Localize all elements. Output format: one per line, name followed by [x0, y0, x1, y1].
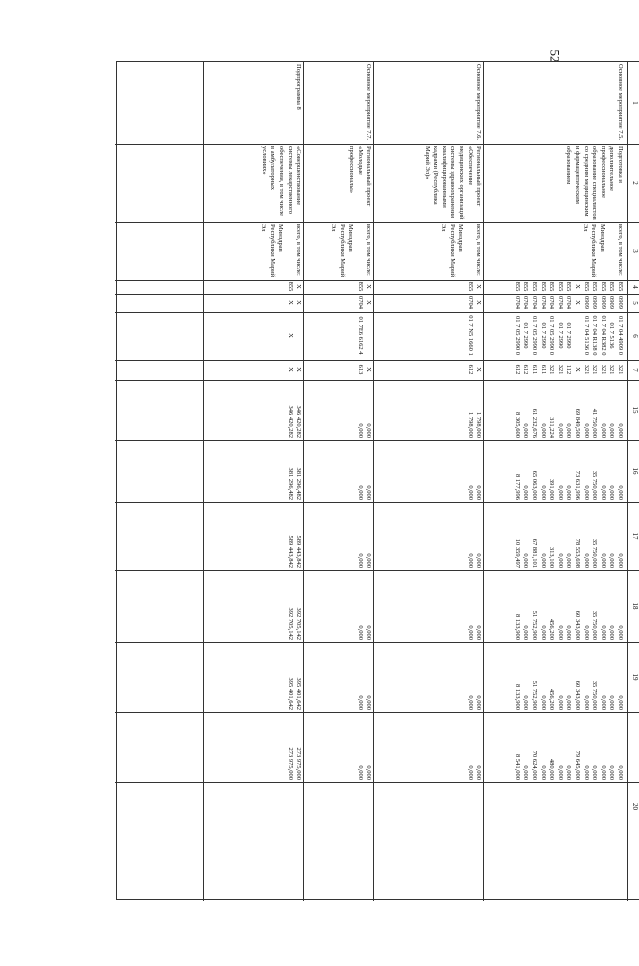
- data-cell: 321: [617, 364, 624, 375]
- data-cell: 0,000: [556, 695, 564, 710]
- data-cell: X: [475, 300, 483, 305]
- data-cell: 0704: [466, 296, 474, 309]
- data-cell: 0,000: [466, 553, 474, 568]
- header-row: [627, 62, 639, 901]
- executor-org: Минздрав Республики Марий Эл: [330, 224, 355, 278]
- data-cell: 855: [608, 281, 616, 292]
- data-cell: 0,000: [356, 553, 364, 568]
- executor-org: Минздрав Республики Марий Эл: [581, 224, 606, 278]
- data-cell: 0704: [531, 296, 538, 309]
- data-cell: 01 7 N5 1660 1: [466, 315, 474, 356]
- data-cell: 61 232,676: [531, 408, 538, 438]
- data-cell: 0,000: [582, 695, 590, 710]
- data-cell: 0704: [539, 296, 547, 309]
- data-cell: 0,000: [582, 625, 590, 640]
- data-cell: 8 133,900: [513, 614, 521, 640]
- activity-name: Подготовка и дополнительное профессиональное образование специалистов со средним медицинским и фармацевтическим образованием: [565, 146, 624, 220]
- data-cell: 0,000: [556, 765, 564, 780]
- data-cell: 0,000: [556, 423, 564, 438]
- data-cell: 01 7 04 R382 0: [599, 315, 607, 356]
- data-cell: 0,000: [522, 695, 530, 710]
- data-cell: 0,000: [582, 423, 590, 438]
- executor-total: всего, в том числе:: [475, 224, 483, 276]
- data-cell: 395 401,642: [295, 677, 303, 710]
- data-cell: X: [295, 367, 303, 372]
- page-number: 52: [547, 49, 563, 63]
- data-cell: 0909: [608, 296, 616, 309]
- data-cell: 0909: [582, 296, 590, 309]
- data-cell: 0,000: [539, 695, 547, 710]
- data-cell: 611: [539, 364, 547, 375]
- data-cell: 78 553,698: [574, 538, 581, 568]
- data-cell: 0,000: [522, 423, 530, 438]
- data-cell: 0,000: [539, 765, 547, 780]
- data-cell: 112: [565, 364, 573, 375]
- data-cell: 321: [608, 364, 616, 375]
- data-cell: 0,000: [599, 485, 607, 500]
- data-cell: X: [295, 300, 303, 305]
- data-cell: 67 881,101: [531, 538, 538, 568]
- data-cell: 0,000: [591, 765, 599, 780]
- data-cell: 0,000: [608, 765, 616, 780]
- data-cell: 0,000: [617, 695, 624, 710]
- header-cell: 15: [631, 406, 639, 414]
- data-cell: 613: [356, 364, 364, 375]
- data-cell: 0,000: [617, 765, 624, 780]
- data-cell: 321: [591, 364, 599, 375]
- data-cell: 01 7 05 2990 0: [513, 316, 521, 355]
- data-cell: 60 343,000: [574, 610, 581, 640]
- data-cell: 0,000: [617, 423, 624, 438]
- data-cell: 0,000: [599, 695, 607, 710]
- data-cell: 0,000: [565, 695, 573, 710]
- data-cell: 0,000: [365, 765, 373, 780]
- data-cell: 0,000: [522, 765, 530, 780]
- data-cell: 60 343,000: [574, 680, 581, 710]
- data-cell: 0704: [513, 296, 521, 309]
- data-cell: 346 420,282: [286, 405, 294, 438]
- data-cell: 0,000: [466, 695, 474, 710]
- data-cell: 0704: [356, 296, 364, 309]
- data-cell: 0,000: [365, 485, 373, 500]
- data-cell: 41 750,000: [591, 408, 599, 438]
- data-cell: 01 7 2990: [565, 322, 573, 349]
- data-cell: 0,000: [522, 625, 530, 640]
- data-cell: X: [365, 300, 373, 305]
- data-cell: 855: [286, 281, 294, 292]
- activity-name: Региональный проект «Молодые профессионалы»: [348, 146, 373, 207]
- executor-total: всего, в том числе:: [295, 224, 303, 276]
- header-cell: 2: [631, 181, 639, 185]
- data-cell: 855: [556, 281, 564, 292]
- data-cell: 855: [591, 281, 599, 292]
- data-cell: X: [295, 284, 303, 289]
- header-cell: 6: [631, 334, 639, 338]
- data-cell: 855: [548, 281, 556, 292]
- data-cell: 35 750,000: [591, 470, 599, 500]
- data-cell: 0,000: [599, 765, 607, 780]
- data-cell: 01 7 04 4909 0: [617, 316, 624, 355]
- data-cell: 855: [356, 281, 364, 292]
- data-cell: 70 624,000: [531, 750, 538, 780]
- column-divider: [115, 222, 639, 223]
- data-cell: 01 7 5136: [608, 322, 616, 349]
- data-cell: 589 443,842: [295, 535, 303, 568]
- data-cell: 65 063,000: [531, 470, 538, 500]
- data-cell: 0,000: [466, 765, 474, 780]
- header-cell: 3: [631, 249, 639, 253]
- data-cell: 346 420,282: [295, 405, 303, 438]
- data-cell: 0,000: [599, 553, 607, 568]
- data-cell: 0,000: [608, 553, 616, 568]
- data-cell: 73 631,996: [574, 470, 581, 500]
- data-cell: 35 750,000: [591, 538, 599, 568]
- data-cell: 69 849,500: [574, 408, 581, 438]
- data-cell: 855: [582, 281, 590, 292]
- header-cell: 20: [631, 803, 639, 810]
- data-cell: 855: [565, 281, 573, 292]
- data-cell: 273 975,000: [286, 747, 294, 780]
- block-divider: [303, 62, 304, 901]
- activity-label: Подпрограмма 8: [295, 64, 303, 110]
- data-cell: 0,000: [556, 485, 564, 500]
- data-cell: 0,000: [582, 765, 590, 780]
- data-cell: 0,000: [365, 553, 373, 568]
- data-cell: 0704: [548, 296, 556, 309]
- data-cell: 456,200: [548, 688, 556, 710]
- data-cell: 0,000: [475, 485, 483, 500]
- data-cell: 8 305,600: [513, 412, 521, 438]
- executor-org: Минздрав Республики Марий Эл: [440, 224, 465, 278]
- data-cell: 01 7 2990: [522, 322, 530, 349]
- data-cell: 273 975,000: [295, 747, 303, 780]
- data-cell: 0704: [522, 296, 530, 309]
- column-divider: [115, 782, 639, 783]
- executor-org: Минздрав Республики Марий Эл: [260, 224, 285, 278]
- data-cell: 0,000: [608, 423, 616, 438]
- data-cell: 0,000: [556, 553, 564, 568]
- header-cell: 19: [631, 673, 639, 681]
- block-divider: [483, 62, 484, 901]
- data-cell: 381 296,482: [295, 467, 303, 500]
- data-cell: 8 133,900: [513, 684, 521, 710]
- data-cell: 392 705,142: [295, 607, 303, 640]
- data-cell: 0,000: [582, 553, 590, 568]
- data-cell: 311,224: [548, 417, 556, 438]
- data-cell: 01 7E6 6162 4: [356, 316, 364, 355]
- activity-label: Основное мероприятие 7.5.: [617, 64, 624, 140]
- data-cell: 8 177,996: [513, 474, 521, 500]
- data-cell: X: [286, 333, 294, 338]
- data-cell: 0,000: [599, 423, 607, 438]
- data-cell: 855: [599, 281, 607, 292]
- data-cell: 321: [548, 364, 556, 375]
- data-cell: 855: [513, 281, 521, 292]
- data-cell: 0,000: [539, 485, 547, 500]
- data-cell: 0,000: [475, 695, 483, 710]
- data-cell: 0,000: [356, 625, 364, 640]
- data-cell: 612: [466, 364, 474, 375]
- activity-name: Региональный проект «Обеспечение медицинских организаций системы здравоохранения квалифицированными кадрами (Республика Марий Эл)»: [423, 146, 483, 220]
- data-cell: 1 798,000: [466, 412, 474, 438]
- data-cell: 0,000: [356, 765, 364, 780]
- block-divider: [203, 62, 204, 901]
- data-cell: 391,000: [548, 478, 556, 500]
- data-cell: 611: [531, 364, 538, 375]
- data-cell: 10 359,497: [513, 538, 521, 568]
- data-cell: 0,000: [356, 695, 364, 710]
- executor-total: всего, в том числе:: [365, 224, 373, 276]
- data-cell: 0,000: [565, 485, 573, 500]
- header-cell: 18: [631, 602, 639, 610]
- header-cell: 1: [631, 101, 639, 105]
- data-cell: 01 7 05 2990 0: [531, 316, 538, 355]
- data-cell: 855: [531, 281, 538, 292]
- data-cell: 0,000: [565, 553, 573, 568]
- data-cell: 0,000: [539, 553, 547, 568]
- data-cell: 392 705,142: [286, 607, 294, 640]
- data-cell: 79 645,000: [574, 750, 581, 780]
- data-cell: 612: [513, 364, 521, 375]
- data-cell: 51 752,900: [531, 680, 538, 710]
- data-cell: 35 750,000: [591, 610, 599, 640]
- data-cell: 0,000: [565, 625, 573, 640]
- data-cell: X: [574, 300, 581, 305]
- activity-label: Основное мероприятие 7.6.: [475, 64, 483, 140]
- data-cell: 0,000: [539, 625, 547, 640]
- data-cell: 0,000: [539, 423, 547, 438]
- rotated-table: [116, 61, 639, 966]
- data-cell: 0,000: [356, 423, 364, 438]
- data-cell: 855: [466, 281, 474, 292]
- activity-label: Основное мероприятие 7.7.: [365, 64, 373, 140]
- data-cell: 8 541,000: [513, 754, 521, 780]
- data-cell: X: [574, 367, 581, 372]
- data-cell: 0,000: [608, 485, 616, 500]
- executor-total: всего, в том числе:: [617, 224, 624, 276]
- data-cell: 0,000: [365, 423, 373, 438]
- block-divider: [373, 62, 374, 901]
- data-cell: 321: [556, 364, 564, 375]
- data-cell: 321: [582, 364, 590, 375]
- activity-name: «Совершенствование системы лекарственного обеспечения, в том числе в амбулаторных условиях»: [260, 146, 303, 217]
- header-cell: 5: [631, 301, 639, 305]
- data-cell: X: [475, 284, 483, 289]
- data-cell: X: [286, 300, 294, 305]
- budget-table: [116, 61, 639, 900]
- data-cell: 313,100: [548, 546, 556, 568]
- data-cell: 381 296,482: [286, 467, 294, 500]
- data-cell: 589 443,842: [286, 535, 294, 568]
- data-cell: 395 401,642: [286, 677, 294, 710]
- data-cell: 0704: [556, 296, 564, 309]
- data-cell: 51 752,900: [531, 610, 538, 640]
- data-cell: 0,000: [365, 695, 373, 710]
- data-cell: 855: [539, 281, 547, 292]
- data-cell: 0,000: [608, 625, 616, 640]
- data-cell: 0,000: [565, 423, 573, 438]
- data-cell: 35 750,000: [591, 680, 599, 710]
- column-divider: [115, 144, 639, 145]
- data-cell: 456,200: [548, 618, 556, 640]
- header-cell: 16: [631, 467, 639, 475]
- data-cell: X: [365, 367, 373, 372]
- data-cell: 0,000: [617, 625, 624, 640]
- data-cell: 0,000: [356, 485, 364, 500]
- data-cell: 0,000: [608, 695, 616, 710]
- data-cell: 0,000: [565, 765, 573, 780]
- data-cell: 01 7 2990: [539, 322, 547, 349]
- data-cell: 0,000: [617, 553, 624, 568]
- data-cell: 01 7 04 5136 0: [582, 316, 590, 355]
- data-cell: 01 7 05 2990 0: [548, 316, 556, 355]
- data-cell: X: [286, 367, 294, 372]
- data-cell: 01 7 04 R138 0: [591, 315, 599, 356]
- data-cell: 321: [599, 364, 607, 375]
- data-cell: 0704: [565, 296, 573, 309]
- data-cell: 0,000: [466, 625, 474, 640]
- header-cell: 17: [631, 532, 639, 540]
- data-cell: 0,000: [522, 553, 530, 568]
- data-cell: 855: [522, 281, 530, 292]
- data-cell: 0,000: [475, 625, 483, 640]
- data-cell: X: [574, 284, 581, 289]
- data-cell: X: [365, 284, 373, 289]
- data-cell: 0,000: [475, 765, 483, 780]
- data-cell: 0,000: [599, 625, 607, 640]
- data-cell: 01 7 2990: [556, 322, 564, 349]
- data-cell: 0,000: [617, 485, 624, 500]
- data-cell: 0,000: [556, 625, 564, 640]
- data-cell: 0,000: [466, 485, 474, 500]
- data-cell: 0,000: [582, 485, 590, 500]
- header-cell: 7: [631, 368, 639, 372]
- data-cell: 612: [522, 364, 530, 375]
- data-cell: 0,000: [522, 485, 530, 500]
- data-cell: 0909: [617, 296, 624, 309]
- header-cell: 4: [631, 285, 639, 289]
- data-cell: X: [475, 367, 483, 372]
- data-cell: 1 798,000: [475, 412, 483, 438]
- data-cell: 0909: [591, 296, 599, 309]
- data-cell: 480,000: [548, 758, 556, 780]
- data-cell: 855: [617, 281, 624, 292]
- data-cell: 0,000: [365, 625, 373, 640]
- data-cell: 0,000: [475, 553, 483, 568]
- data-cell: 0909: [599, 296, 607, 309]
